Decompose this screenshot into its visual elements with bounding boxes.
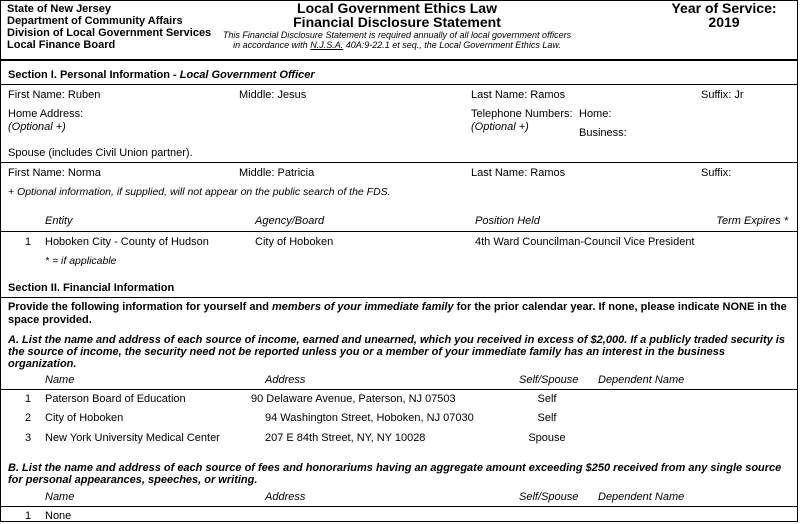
section2-intro: Provide the following information for yourself and members of your immediate family for the prior calendar year. If none, please indicate NONE in the space provided. — [8, 301, 787, 326]
partB-instructions: B. List the name and address of each source of fees and honorariums having an aggregate amount exceeding $250 received from any single source for personal appearances, speeches, or writing. — [8, 462, 782, 486]
applicable-note: * = if applicable — [45, 255, 117, 267]
divider — [1, 162, 797, 163]
position-row-agency: City of Hoboken — [255, 236, 334, 248]
officer-first-name: First Name: Ruben — [8, 89, 101, 101]
income-row-address: 90 Delaware Avenue, Paterson, NJ 07503 — [251, 393, 456, 405]
section2-heading: Section II. Financial Information — [8, 282, 175, 294]
fees-row-number: 1 — [25, 510, 32, 522]
position-row-number: 1 — [25, 236, 32, 248]
divider — [1, 84, 797, 85]
positions-header-term: Term Expires * — [716, 215, 788, 227]
statute-link: N.J.S.A. — [310, 40, 344, 50]
partA-instructions: A. List the name and address of each source of income, earned and unearned, which you received in excess of $2,000. If a publicly traded security is the source of income, the security need not be reported unless you or a member of your immediate family has an interest in the business organization. — [8, 334, 785, 370]
partB-header-address: Address — [265, 491, 306, 503]
spouse-last-name: Last Name: Ramos — [471, 167, 566, 179]
positions-header-position: Position Held — [475, 215, 540, 227]
income-row-address: 94 Washington Street, Hoboken, NJ 07030 — [265, 412, 474, 424]
income-row-name: Paterson Board of Education — [45, 393, 186, 405]
income-row-self-spouse: Self — [537, 412, 557, 424]
form-title: Local Government Ethics Law — [297, 0, 497, 16]
form-note-line-1: This Financial Disclosure Statement is required annually of all local government officers — [222, 30, 572, 40]
section1-heading: Section I. Personal Information - Local Government Officer — [8, 69, 315, 81]
year-label: Year of Service: — [671, 0, 777, 16]
income-row-name: New York University Medical Center — [45, 432, 220, 444]
spouse-suffix: Suffix: — [701, 167, 732, 179]
positions-header-entity: Entity — [45, 215, 73, 227]
income-row-name: City of Hoboken — [45, 412, 124, 424]
divider — [1, 59, 797, 61]
partA-header-name: Name — [45, 374, 75, 386]
agency-line-2: Department of Community Affairs — [7, 15, 183, 27]
agency-line-1: State of New Jersey — [7, 3, 111, 15]
income-row-number: 1 — [25, 393, 32, 405]
partA-header-self-spouse: Self/Spouse — [519, 374, 579, 386]
position-row-entity: Hoboken City - County of Hudson — [45, 236, 209, 248]
divider — [1, 231, 797, 232]
home-address-optional: (Optional +) — [8, 121, 66, 133]
position-row-title: 4th Ward Councilman-Council Vice President — [475, 236, 695, 248]
partA-header-dependent: Dependent Name — [598, 374, 685, 386]
income-row-self-spouse: Spouse — [528, 432, 566, 444]
form-note-line-2: in accordance with N.J.S.A. 40A:9-22.1 et seq., the Local Government Ethics Law. — [233, 40, 561, 50]
spouse-first-name: First Name: Norma — [8, 167, 101, 179]
income-row-self-spouse: Self — [537, 393, 557, 405]
business-phone-label: Business: — [579, 127, 627, 139]
partB-header-self-spouse: Self/Spouse — [519, 491, 579, 503]
officer-middle-name: Middle: Jesus — [239, 89, 307, 101]
agency-line-4: Local Finance Board — [7, 39, 116, 51]
divider — [1, 297, 797, 298]
optional-note: + Optional information, if supplied, will not appear on the public search of the FDS. — [8, 186, 391, 198]
year-value: 2019 — [708, 14, 740, 30]
telephone-label: Telephone Numbers: — [471, 108, 573, 120]
income-row-number: 3 — [25, 432, 32, 444]
officer-last-name: Last Name: Ramos — [471, 89, 566, 101]
home-phone-label: Home: — [579, 108, 612, 120]
positions-header-agency: Agency/Board — [255, 215, 325, 227]
form-subtitle: Financial Disclosure Statement — [293, 14, 501, 30]
income-row-address: 207 E 84th Street, NY, NY 10028 — [265, 432, 426, 444]
divider — [1, 389, 797, 390]
partA-header-address: Address — [265, 374, 306, 386]
income-row-number: 2 — [25, 412, 32, 424]
spouse-label: Spouse (includes Civil Union partner). — [8, 147, 193, 159]
telephone-optional: (Optional +) — [471, 121, 529, 133]
agency-line-3: Division of Local Government Services — [7, 27, 212, 39]
partB-header-dependent: Dependent Name — [598, 491, 685, 503]
partB-header-name: Name — [45, 491, 75, 503]
home-address-label: Home Address: — [8, 108, 84, 120]
fees-row-name: None — [45, 510, 72, 522]
officer-suffix: Suffix: Jr — [701, 89, 744, 101]
divider — [1, 506, 797, 507]
spouse-middle-name: Middle: Patricia — [239, 167, 315, 179]
